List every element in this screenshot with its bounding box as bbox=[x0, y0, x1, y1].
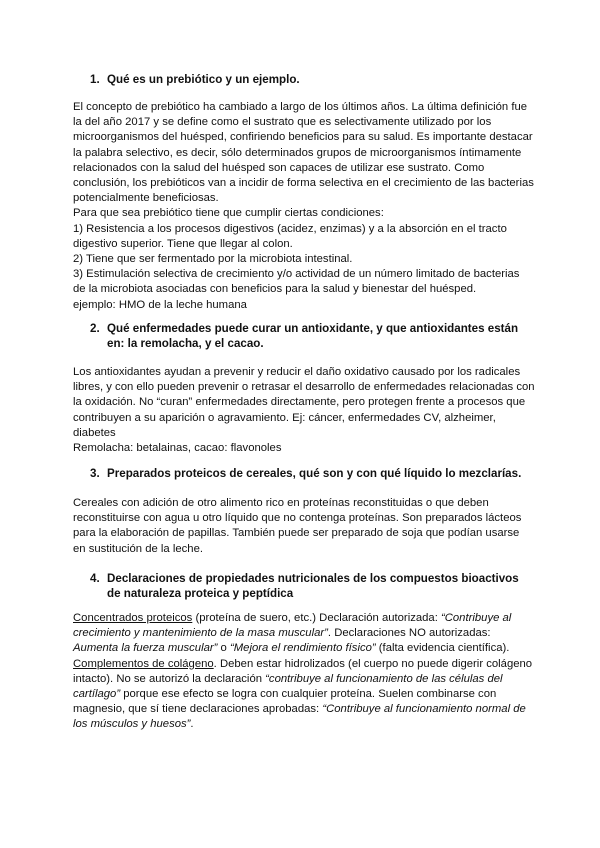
authorized-claim-quote: “Contribuye al crecimiento y mantenimiento de la masa muscular” bbox=[73, 612, 512, 640]
section-2-title: Qué enfermedades puede curar un antioxidante, y que antioxidantes están en: la remolacha, y el cacao. bbox=[107, 322, 519, 350]
magnesium-approved-claim: “Contribuye al funcionamiento normal de los músculos y huesos” bbox=[73, 703, 526, 731]
section-2-heading bbox=[90, 321, 530, 351]
section-2-number: 2. bbox=[90, 322, 100, 335]
section-1-body bbox=[73, 100, 535, 313]
protein-concentrates-term: Concentrados proteicos bbox=[73, 612, 193, 624]
section-3-body bbox=[73, 496, 535, 557]
protein-concentrates-text-2: . Declaraciones NO autorizadas: bbox=[327, 627, 491, 640]
collagen-text-3: . bbox=[190, 718, 194, 731]
unauthorized-claim-1: Aumenta la fuerza muscular” bbox=[73, 642, 218, 655]
section-4-number: 4. bbox=[90, 572, 100, 585]
unauthorized-claim-2: “Mejora el rendimiento físico” bbox=[229, 642, 376, 655]
section-1-heading bbox=[90, 72, 530, 87]
section-1-paragraph: El concepto de prebiótico ha cambiado a largo de los últimos años. La última definición fue la del año 2017 y se define como el sustrato que es selectivamente utilizado por los microorganismos del huésped, confiriendo beneficios para su salud. Es importante destacar la palabra selectivo, es decir, sólo determinados grupos de microorganismos íntimamente relacionados con la salud del huésped son capaces de utilizar ese sustrato. Como conclusión, los prebióticos van a incidir de forma selectiva en el crecimiento de las bacterias potencialmente beneficiosas. bbox=[73, 101, 534, 205]
section-2-sources: Remolacha: betalainas, cacao: flavonoles bbox=[73, 442, 282, 455]
section-2-paragraph: Los antioxidantes ayudan a prevenir y reducir el daño oxidativo causado por los radicales libres, y con ello pueden prevenir o retrasar el desarrollo de enfermedades relacionadas con la oxidación. No “curan” enfermedades directamente, pero protegen frente a procesos que contribuyen a su aparición o agravamiento. Ej: cáncer, enfermedades CV, alzheimer, diabetes bbox=[73, 366, 535, 439]
section-1-conditions-intro: Para que sea prebiótico tiene que cumplir ciertas condiciones: bbox=[73, 207, 384, 220]
section-3-heading bbox=[90, 466, 530, 481]
section-3-number: 3. bbox=[90, 467, 100, 480]
section-4-collagen-supplements bbox=[73, 657, 535, 733]
protein-concentrates-text-4: (falta evidencia científica). bbox=[375, 642, 510, 655]
section-1-condition-1: 1) Resistencia a los procesos digestivos (acidez, enzimas) y a la absorción en el tracto digestivo superior. Tiene que llegar al colon. bbox=[73, 222, 507, 250]
collagen-text-2: porque ese efecto se logra con cualquier proteína. Suelen combinarse con magnesio, que sí tiene declaraciones aprobadas: bbox=[73, 688, 497, 716]
section-3-paragraph: Cereales con adición de otro alimento rico en proteínas reconstituidas o que deben reconstituirse con agua u otro líquido que no contenga proteínas. Son preparados lácteos para la elaboración de papillas. También puede ser preparado de soja que podían usarse en sustitución de la leche. bbox=[73, 497, 522, 555]
collagen-supplements-term: Complementos de colágeno bbox=[73, 657, 214, 670]
protein-concentrates-text-1: (proteína de suero, etc.) Declaración autorizada: bbox=[192, 612, 441, 624]
section-3-title: Preparados proteicos de cereales, qué son y con qué líquido lo mezclarías. bbox=[107, 467, 522, 480]
protein-concentrates-text-3: o bbox=[217, 642, 230, 655]
section-4-body bbox=[73, 611, 535, 733]
section-1-title: Qué es un prebiótico y un ejemplo. bbox=[107, 73, 300, 86]
section-1-number: 1. bbox=[90, 73, 100, 86]
section-2-body bbox=[73, 365, 535, 456]
section-4-heading bbox=[90, 571, 530, 601]
section-4-title: Declaraciones de propiedades nutricionales de los compuestos bioactivos de naturaleza proteica y peptídica bbox=[107, 572, 519, 600]
section-1-condition-3: 3) Estimulación selectiva de crecimiento y/o actividad de un número limitado de bacterias de la microbiota asociadas con beneficios para la salud y bienestar del huésped. bbox=[73, 268, 520, 296]
section-1-example: ejemplo: HMO de la leche humana bbox=[73, 298, 247, 311]
collagen-unauthorized-claim: “contribuye al funcionamiento de las células del cartílago” bbox=[73, 672, 503, 701]
section-1-condition-2: 2) Tiene que ser fermentado por la microbiota intestinal. bbox=[73, 253, 353, 266]
section-4-protein-concentrates bbox=[73, 611, 535, 657]
collagen-text-1: . Deben estar hidrolizados (el cuerpo no puede digerir colágeno intacto). No se autorizó la declaración bbox=[73, 657, 533, 685]
